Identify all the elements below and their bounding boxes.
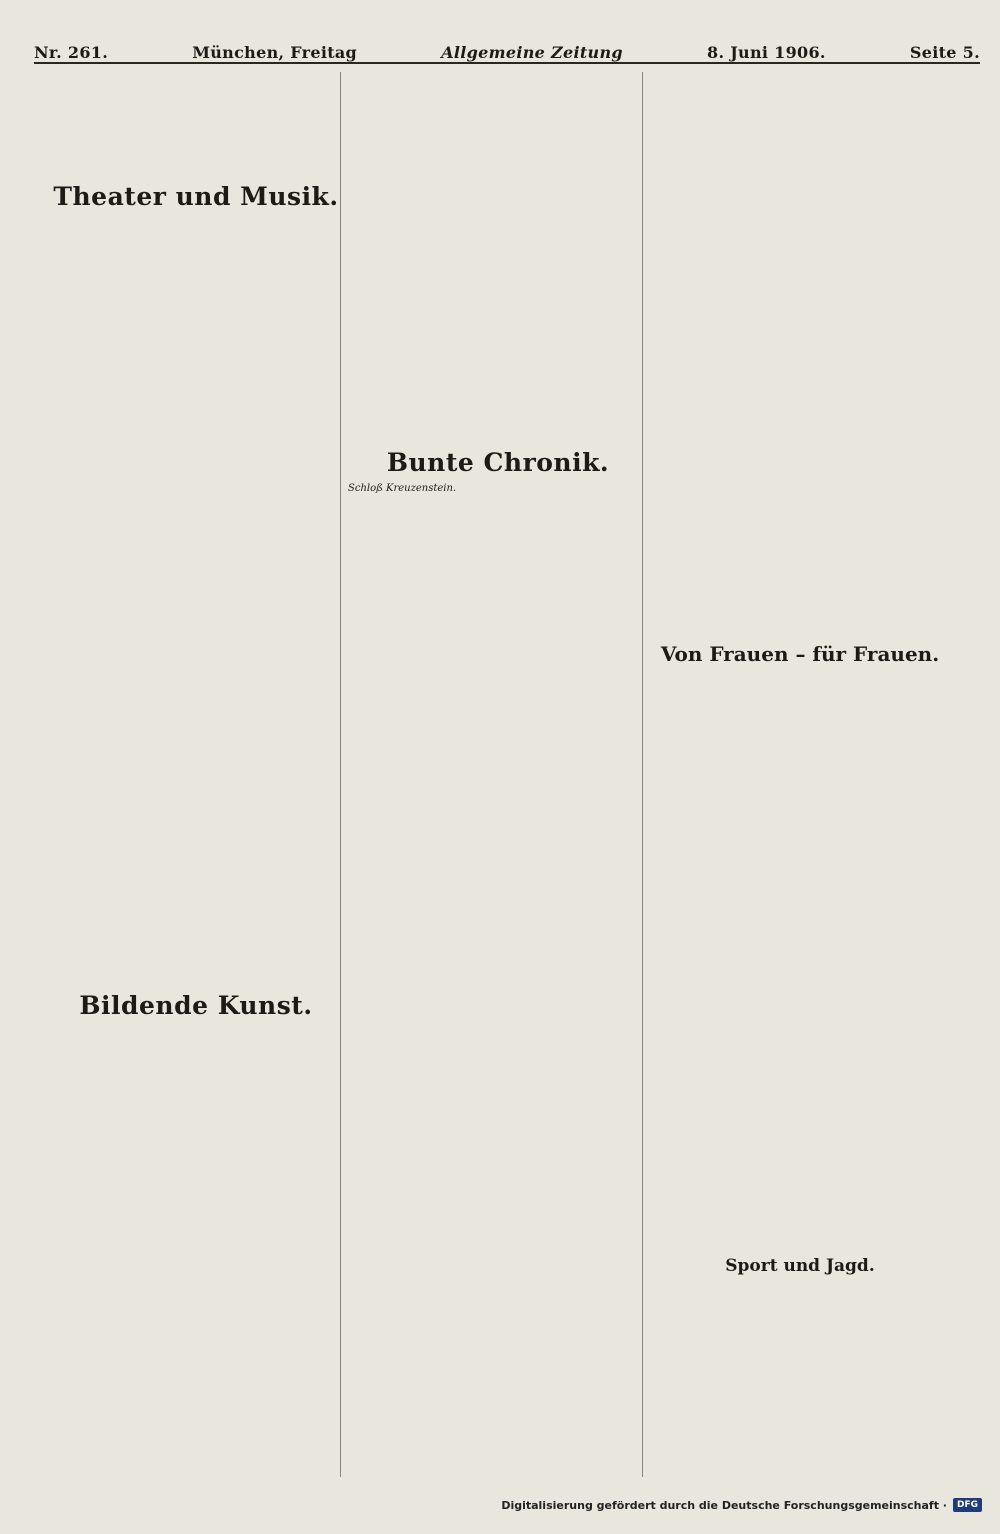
issue-number: Nr. 261. — [34, 43, 109, 62]
column-3 — [650, 72, 950, 1482]
column-1 — [46, 72, 346, 1482]
dfg-logo: DFG — [953, 1498, 982, 1512]
section-title-frauen: Von Frauen – für Frauen. — [660, 642, 940, 666]
place-day: München, Freitag — [192, 43, 358, 62]
section-subtitle-bunte: Schloß Kreuzenstein. — [348, 483, 457, 494]
page-number: Seite 5. — [909, 43, 980, 62]
issue-date: 8. Juni 1906. — [707, 43, 826, 62]
page-footer — [501, 1498, 982, 1512]
column-2 — [348, 72, 648, 1482]
section-title-bildende: Bildende Kunst. — [79, 991, 313, 1020]
section-title-sport: Sport und Jagd. — [725, 1256, 875, 1276]
page-header — [34, 32, 980, 64]
paper-title: Allgemeine Zeitung — [441, 43, 623, 62]
section-title-theater: Theater und Musik. — [53, 182, 339, 211]
footer-text: Digitalisierung gefördert durch die Deutsche Forschungsgemeinschaft · — [501, 1498, 947, 1512]
section-title-bunte: Bunte Chronik. — [386, 448, 610, 477]
